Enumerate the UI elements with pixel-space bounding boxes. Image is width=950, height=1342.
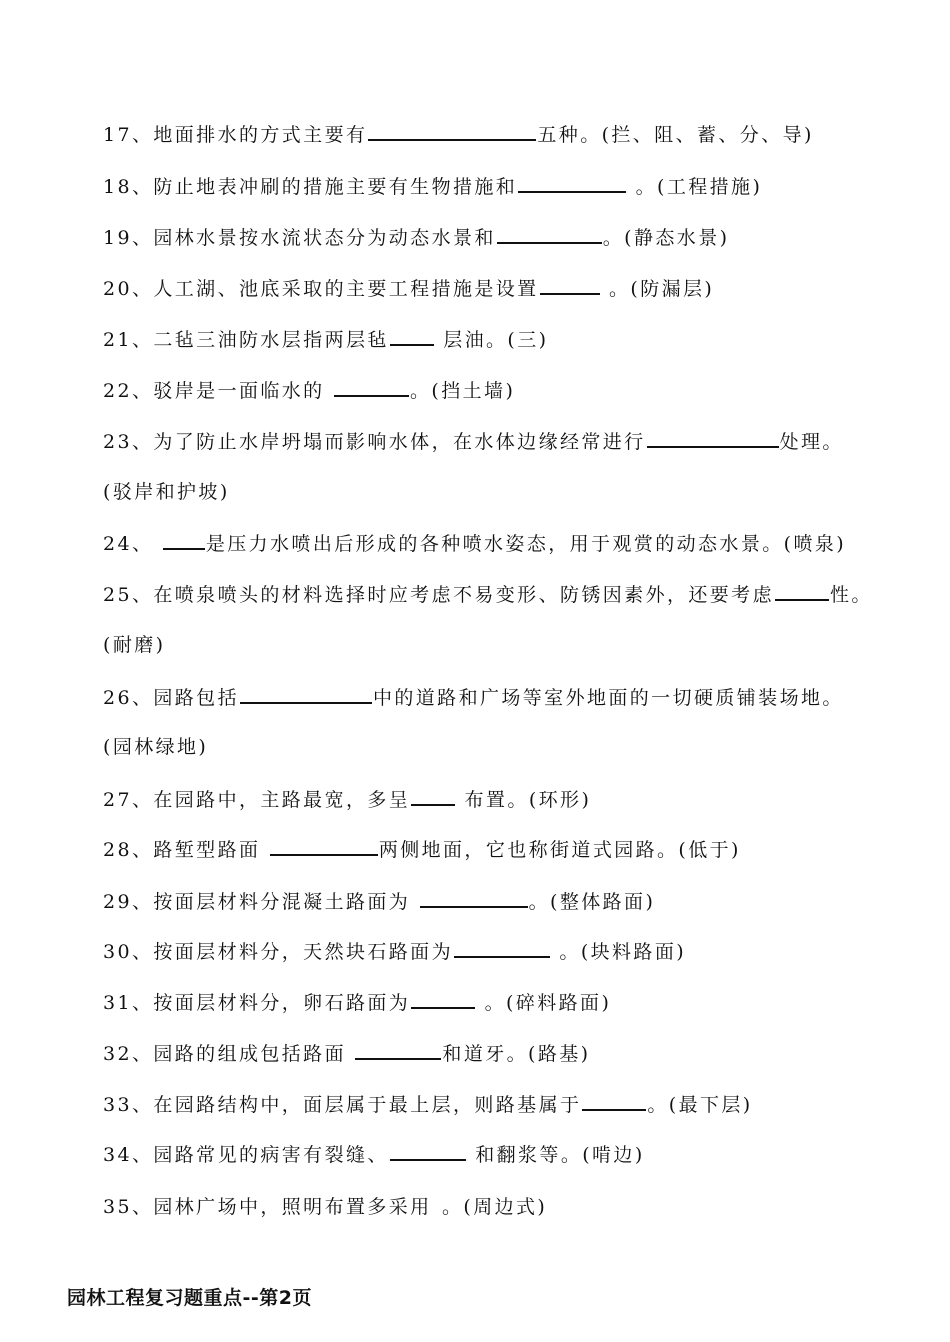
answer-blank — [163, 530, 205, 550]
question-text: 22、驳岸是一面临水的 — [103, 380, 334, 402]
question-line — [103, 1091, 753, 1117]
question-text: 33、在园路结构中，面层属于最上层，则路基属于 — [103, 1094, 582, 1116]
question-text: 34、园路常见的病害有裂缝、 — [103, 1144, 389, 1166]
answer-text: 。(工程措施) — [627, 176, 763, 198]
question-line — [103, 836, 741, 862]
answer-text: 。(碎料路面) — [476, 992, 612, 1014]
answer-blank — [582, 1091, 646, 1111]
answer-text: 。(整体路面) — [528, 891, 656, 913]
answer-blank — [411, 989, 475, 1009]
answer-blank — [497, 224, 602, 244]
question-line — [103, 377, 515, 403]
question-text: 17、地面排水的方式主要有 — [103, 124, 368, 146]
question-text: 30、按面层材料分，天然块石路面为 — [103, 941, 453, 963]
answer-blank — [420, 888, 528, 908]
question-line — [103, 786, 591, 812]
page-footer: 园林工程复习题重点--第2页 — [67, 1287, 312, 1309]
answer-blank — [647, 428, 779, 448]
answer-text: 是压力水喷出后形成的各种喷水姿态，用于观赏的动态水景。(喷泉) — [205, 533, 847, 555]
question-text: 26、园路包括 — [103, 687, 239, 709]
question-line — [103, 275, 714, 301]
answer-blank — [775, 581, 829, 601]
question-line — [103, 530, 846, 556]
question-text: 21、二毡三油防水层指两层毡 — [103, 329, 389, 351]
question-text: 25、在喷泉喷头的材料选择时应考虑不易变形、防锈因素外，还要考虑 — [103, 584, 774, 606]
answer-blank — [540, 275, 600, 295]
question-text: 23、为了防止水岸坍塌而影响水体，在水体边缘经常进行 — [103, 431, 646, 453]
question-line — [103, 888, 655, 914]
question-line — [103, 1040, 590, 1066]
answer-text: 和翻浆等。(啃边) — [466, 1144, 645, 1166]
answer-blank — [411, 786, 455, 806]
answer-text: 。(最下层) — [647, 1094, 753, 1116]
answer-text: 。(周边式) — [433, 1196, 548, 1218]
question-line — [103, 173, 762, 199]
answer-text: 布置。(环形) — [456, 789, 592, 811]
answer-text: 两侧地面，它也称街道式园路。(低于) — [378, 839, 741, 861]
answer-text: 。(挡土墙) — [410, 380, 516, 402]
answer-text: 性。 — [829, 584, 873, 606]
question-line — [103, 428, 844, 454]
answer-text: 五种。(拦、阻、蓄、分、导) — [537, 124, 814, 146]
answer-text: 。(静态水景) — [602, 227, 730, 249]
answer-continuation: (驳岸和护坡) — [103, 481, 230, 503]
question-text: 18、防止地表冲刷的措施主要有生物措施和 — [103, 176, 518, 198]
question-line — [103, 989, 611, 1015]
answer-blank — [390, 326, 434, 346]
question-text: 35、园林广场中，照明布置多采用 — [103, 1196, 432, 1218]
question-text: 27、在园路中，主路最宽，多呈 — [103, 789, 411, 811]
question-line — [103, 938, 686, 964]
question-line — [103, 1193, 547, 1219]
question-text: 29、按面层材料分混凝土路面为 — [103, 891, 419, 913]
answer-blank — [368, 121, 536, 141]
answer-blank — [334, 377, 409, 397]
question-line — [103, 1141, 645, 1167]
answer-continuation: (耐磨) — [103, 634, 166, 656]
question-line — [103, 224, 729, 250]
question-line — [103, 480, 230, 504]
question-line — [103, 735, 208, 759]
answer-blank — [240, 684, 372, 704]
answer-blank — [390, 1141, 466, 1161]
answer-text: 和道牙。(路基) — [442, 1043, 591, 1065]
answer-blank — [518, 173, 626, 193]
question-text: 28、路堑型路面 — [103, 839, 269, 861]
answer-blank — [270, 836, 378, 856]
question-line — [103, 121, 814, 147]
question-line — [103, 633, 165, 657]
answer-blank — [454, 938, 550, 958]
question-text: 31、按面层材料分，卵石路面为 — [103, 992, 411, 1014]
answer-text: 。(防漏层) — [600, 278, 715, 300]
question-line — [103, 684, 844, 710]
question-text: 20、人工湖、池底采取的主要工程措施是设置 — [103, 278, 539, 300]
answer-text: 层油。(三) — [434, 329, 549, 351]
question-text: 32、园路的组成包括路面 — [103, 1043, 355, 1065]
question-line — [103, 326, 548, 352]
question-text: 19、园林水景按水流状态分为动态水景和 — [103, 227, 496, 249]
answer-blank — [355, 1040, 441, 1060]
answer-text: 。(块料路面) — [550, 941, 687, 963]
answer-continuation: (园林绿地) — [103, 736, 209, 758]
answer-text: 中的道路和广场等室外地面的一切硬质铺装场地。 — [372, 687, 844, 709]
question-text: 24、 — [103, 533, 162, 555]
answer-text: 处理。 — [779, 431, 844, 453]
question-line — [103, 581, 873, 607]
